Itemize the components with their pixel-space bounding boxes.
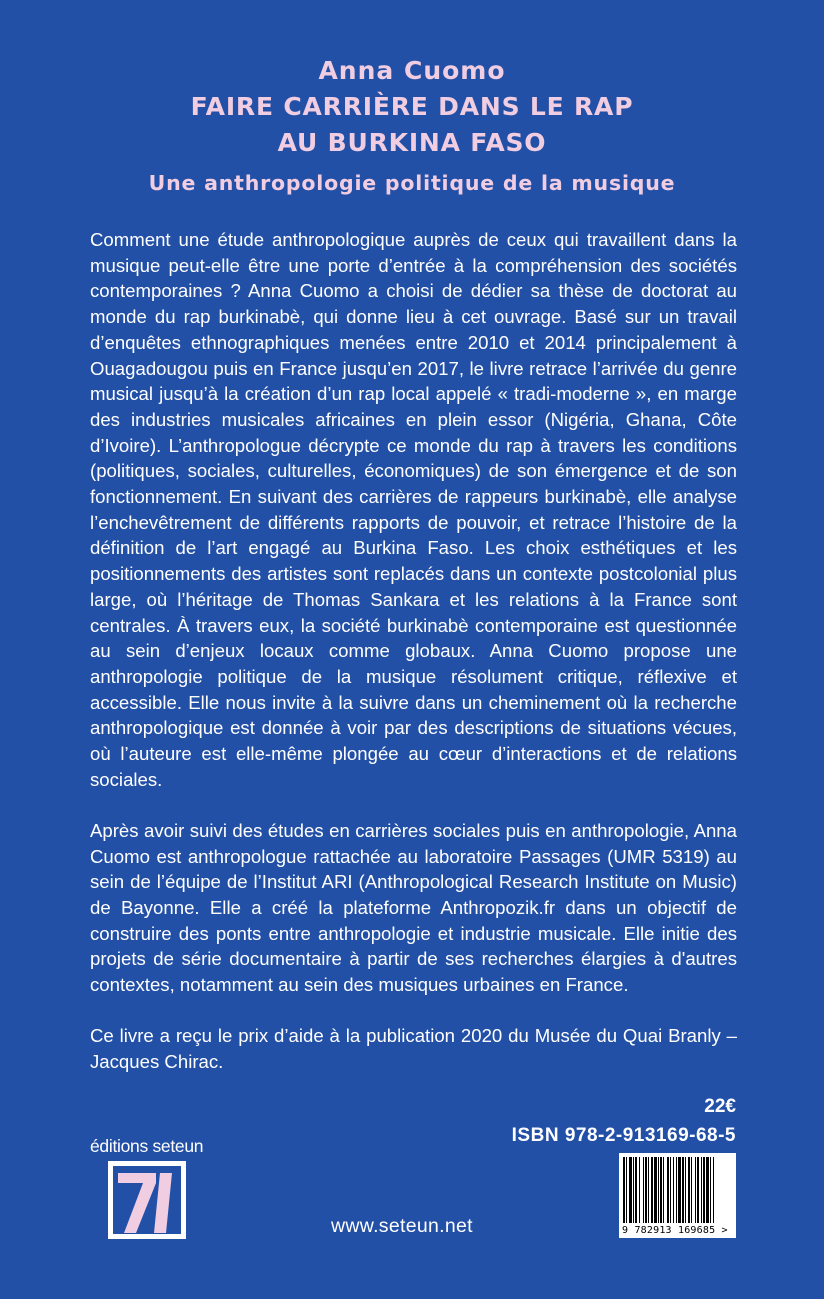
back-cover-text <box>90 227 737 1100</box>
book-subtitle: Une anthropologie politique de la musique <box>148 171 676 195</box>
book-title-line2: AU BURKINA FASO <box>277 128 547 157</box>
isbn-barcode <box>619 1153 736 1238</box>
barcode-digits: 9 782913 169685 > <box>622 1225 728 1236</box>
publisher-website[interactable]: www.seteun.net <box>331 1215 473 1237</box>
summary-paragraph: Comment une étude anthropologique auprès de ceux qui travaillent dans la musique peut-elle être une porte d’entrée à la compréhension des sociétés contemporaines ? Anna Cuomo a choisi de dédier sa thèse de doctorat au monde du rap burkinabè, qui donne lieu à cet ouvrage. Basé sur un travail d’enquêtes ethnographiques menées entre 2010 et 2014 principalement à Ouagadougou puis en France jusqu’en 2017, le livre retrace l’arrivée du genre musical jusqu’à la création d’un rap local appelé « tradi-moderne », en marge des industries musicales africaines en plein essor (Nigéria, Ghana, Côte d’Ivoire). L’anthropologue décrypte ce monde du rap à travers les conditions (politiques, sociales, culturelles, économiques) de son émergence et de son fonctionnement. En suivant des carrières de rappeurs burkinabè, elle analyse l’enchevêtrement de différents rapports de pouvoir, et retrace l’histoire de la définition de l’art engagé au Burkina Faso. Les choix esthétiques et les positionnements des artistes sont replacés dans un contexte postcolonial plus large, où l’héritage de Thomas Sankara et les relations à la France sont centrales. À travers eux, la société burkinabè contemporaine est questionnée au sein d’enjeux locaux comme globaux. Anna Cuomo propose une anthropologie politique de la musique résolument critique, réflexive et accessible. Elle nous invite à la suivre dans un cheminement où la recherche anthropologique est donnée à voir par des descriptions de situations vécues, où l’auteure est elle-même plongée au cœur d’interactions et de relations sociales. <box>90 229 737 790</box>
publisher-name: éditions seteun <box>90 1136 204 1156</box>
publisher-logo <box>108 1161 186 1239</box>
book-title-line1: FAIRE CARRIÈRE DANS LE RAP <box>190 92 634 121</box>
author-bio-paragraph: Après avoir suivi des études en carrières sociales puis en anthropologie, Anna Cuomo est anthropologue rattachée au laboratoire Passages (UMR 5319) au sein de l’équipe de l’Institut ARI (Anthropological Research Institute on Music) de Bayonne. Elle a créé la plateforme Anthropozik.fr dans un objectif de construire des ponts entre anthropologie et industrie musicale. Elle initie des projets de série documentaire à partir de ses recherches élargies à d'autres contextes, notamment au sein des musiques urbaines en France. <box>90 819 737 996</box>
price: 22€ <box>704 1096 736 1117</box>
barcode-bars <box>619 1153 736 1225</box>
award-paragraph: Ce livre a reçu le prix d’aide à la publication 2020 du Musée du Quai Branly – Jacques Chirac. <box>90 1025 737 1073</box>
author-name: Anna Cuomo <box>318 56 506 85</box>
isbn: ISBN 978-2-913169-68-5 <box>511 1125 736 1146</box>
